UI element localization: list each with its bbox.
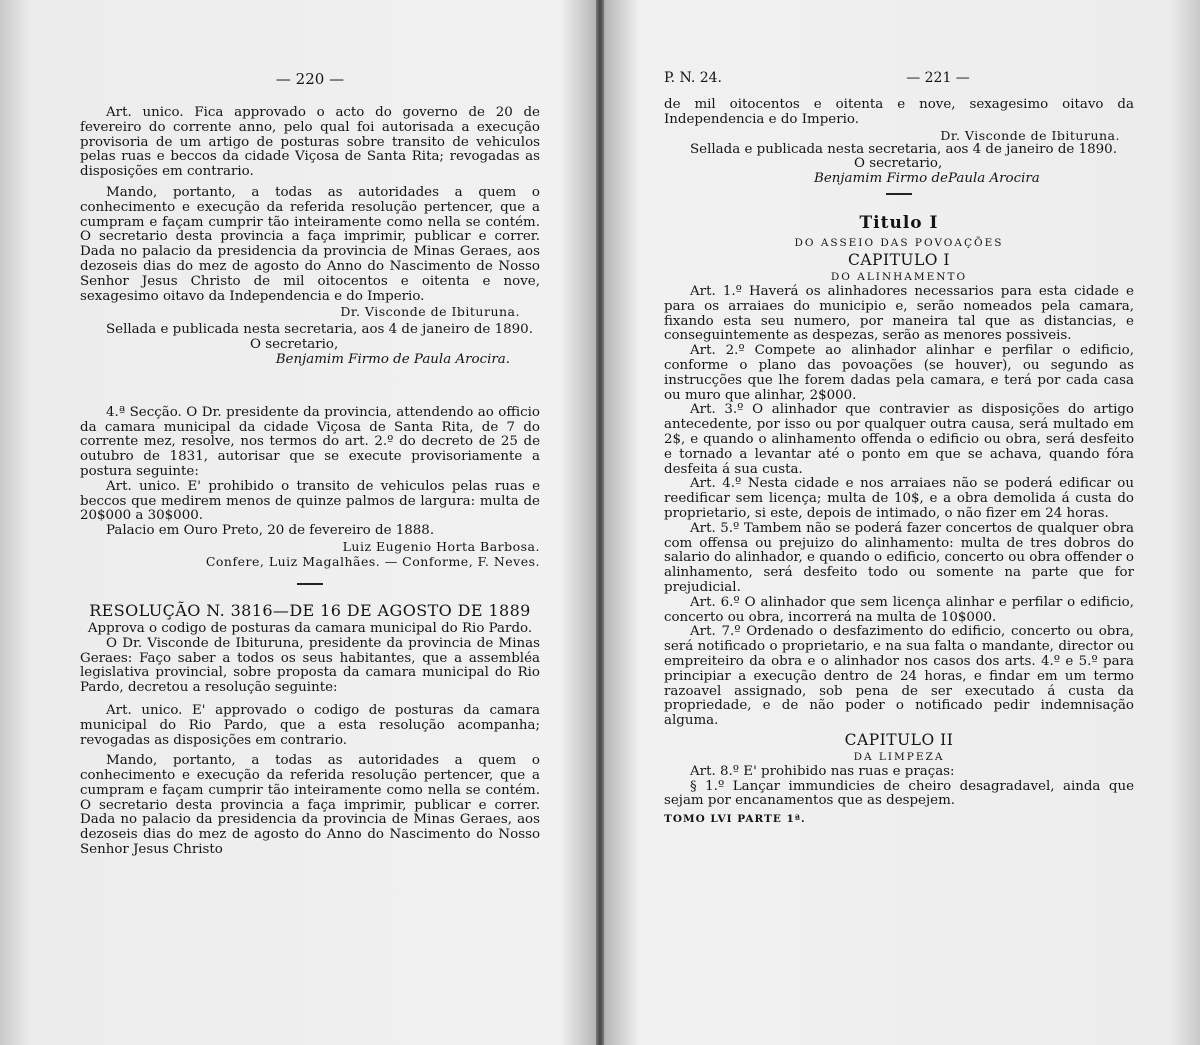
continuation-paragraph: de mil oitocentos e oitenta e nove, sexagesimo oitavo da Independencia e do Imperio. xyxy=(664,97,1134,127)
dr-visconde-paragraph: O Dr. Visconde de Ibituruna, presidente da provincia de Minas Geraes: Faço saber a todos os seus habitantes, que a assembléa legislativa provincial, sobre proposta da camara municipal do Rio Pardo, decretou a resolução seguinte: xyxy=(80,635,540,696)
volume-footer: TOMO LVI PARTE 1ª. xyxy=(664,813,806,826)
capitulo-heading: CAPITULO II xyxy=(844,730,954,749)
article-paragraph: Art. 4.º Nesta cidade e nos arraiaes não se poderá edificar ou reedificar sem licença; multa de 10$, e a obra demolida á custa do proprietario, si este, depois de intimado, o não fizer em 24 horas. xyxy=(664,476,1134,521)
secretario-name: Benjamim Firmo dePaula Arocira xyxy=(814,171,1040,187)
article-paragraph: Art. 7.º Ordenado o desfazimento do edificio, concerto ou obra, será notificado o proprietario, e na sua falta o mandante, director ou empreiteiro da obra e o alinhador nos casos dos arts. 4.º e 5.º para principiar a execução dentro de 24 horas, e findar em um termo razoavel assignado, sob pena de ser executado á custa da propriedade, e de não poder o notificado pedir indemnisação alguma. xyxy=(664,624,1134,729)
art-unico-paragraph: Art. unico. Fica approvado o acto do governo de 20 de fevereiro do corrente anno, pelo qual foi autorisada a execução provisoria de um artigo de posturas sobre transito de vehiculos pelas ruas e beccos da cidade Viçosa de Santa Rita; revogadas as disposições em contrario. xyxy=(80,105,540,180)
resolucao-title: RESOLUÇÃO N. 3816—DE 16 DE AGOSTO DE 1889 xyxy=(89,600,531,620)
resolucao-subtitle: Approva o codigo de posturas da camara municipal do Rio Pardo. xyxy=(87,620,533,636)
page-number-left: — 220 — xyxy=(275,70,345,88)
capitulo-heading: CAPITULO I xyxy=(847,250,951,269)
page-number-right: — 221 — xyxy=(906,70,970,86)
left-page xyxy=(0,0,598,1045)
palacio-line: Palacio em Ouro Preto, 20 de fevereiro de 1888. xyxy=(106,523,435,539)
secretario-name: Benjamim Firmo de Paula Arocira. xyxy=(275,351,510,367)
article-paragraph: Art. 1.º Haverá os alinhadores necessarios para esta cidade e para os arraiaes do municipio e, serão nomeados pela camara, fixando esta seu numero, por maneira tal que as distancias, e conseguintemente as despezas, serão as menores possiveis. xyxy=(664,283,1134,344)
right-page xyxy=(602,0,1200,1045)
titulo-subheading: DO ASSEIO DAS POVOAÇÕES xyxy=(794,236,1004,249)
running-header xyxy=(664,70,1134,86)
art-unico-paragraph: Art. unico. E' prohibido o transito de vehiculos pelas ruas e beccos que medirem menos de quinze palmos de largura: multa de 20$000 a 30$000. xyxy=(80,478,540,524)
signature-visconde: Dr. Visconde de Ibituruna. xyxy=(340,304,520,320)
mando-paragraph: Mando, portanto, a todas as autoridades a quem o conhecimento e execução da referida resolução pertencer, que a cumpram e façam cumprir tão inteiramente como nella se contém. O secretario desta provincia a faça imprimir, publicar e correr. Dada no palacio da presidencia da provincia de Minas Geraes, aos dezoseis dias do mez de agosto do Anno do Nascimento do Nosso Senhor Jesus Christo xyxy=(80,753,540,858)
secao-paragraph: 4.ª Secção. O Dr. presidente da provincia, attendendo ao officio da camara municipal da cidade Viçosa de Santa Rita, de 7 do corrente mez, resolve, nos termos do art. 2.º do decreto de 25 de outubro de 1831, autorisar que se execute provisoriamente a postura seguinte: xyxy=(80,404,540,479)
signature-visconde: Dr. Visconde de Ibituruna. xyxy=(940,127,1120,143)
titulo-heading: Titulo I xyxy=(859,212,939,233)
separator-rule xyxy=(886,193,912,195)
mando-paragraph: Mando, portanto, a todas as autoridades a quem o conhecimento e execução da referida resolução pertencer, que a cumpram e façam cumprir tão inteiramente como nella se contém. O secretario desta provincia a faça imprimir, publicar e correr. Dada no palacio da presidencia da provincia de Minas Geraes, aos dezoseis dias do mez de agosto do Anno do Nascimento de Nosso Senhor Jesus Christo de mil oitocentos e oitenta e nove, sexagesimo oitavo da Independencia e do Imperio. xyxy=(80,184,540,304)
article-paragraph: Art. 6.º O alinhador que sem licença alinhar e perfilar o edificio, concerto ou obra, incorrerá na multa de 10$000. xyxy=(664,594,1134,625)
article-paragraph: Art. 3.º O alinhador que contravier as disposições do artigo antecedente, por isso ou por qualquer outra causa, será multado em 2$, e quando o alinhamento offenda o edificio ou obra, será desfeito e tornado a levantar até o ponto em que se achava, quando fóra desfeita á sua custa. xyxy=(664,402,1134,477)
article-paragraph: Art. 5.º Tambem não se poderá fazer concertos de qualquer obra com offensa ou prejuizo do alinhamento: multa de tres dobros do salario do alinhador, e quando o edificio, concerto ou obra offender o alinhamento, será desfeito todo ou somente na parte que for prejudicial. xyxy=(664,520,1134,595)
sellada-paragraph: Sellada e publicada nesta secretaria, aos 4 de janeiro de 1890. xyxy=(106,322,533,338)
running-header-left: P. N. 24. xyxy=(664,70,723,86)
confere-line: Confere, Luiz Magalhães. — Conforme, F. Neves. xyxy=(205,553,540,569)
paragraph-section: § 1.º Lançar immundicies de cheiro desagradavel, ainda que sejam por encanamentos que as despejem. xyxy=(664,778,1134,809)
sellada-paragraph: Sellada e publicada nesta secretaria, aos 4 de janeiro de 1890. xyxy=(690,141,1117,157)
signature-luiz: Luiz Eugenio Horta Barbosa. xyxy=(342,538,540,554)
article-paragraph: Art. 8.º E' prohibido nas ruas e praças: xyxy=(690,763,955,779)
article-paragraph: Art. 2.º Compete ao alinhador alinhar e perfilar o edificio, conforme o plano das povoações (se houver), ou segundo as instrucções que lhe forem dadas pela camara, e terá por cada casa ou muro que alinhar, 2$000. xyxy=(664,343,1134,403)
art-unico-paragraph: Art. unico. E' approvado o codigo de posturas da camara municipal do Rio Pardo, que a esta resolução acompanha; revogadas as disposições em contrario. xyxy=(80,702,540,748)
secretario-label: O secretario, xyxy=(854,156,943,172)
separator-rule xyxy=(297,583,323,585)
capitulo-subheading: DO ALINHAMENTO xyxy=(830,270,968,283)
capitulo-subheading: DA LIMPEZA xyxy=(853,750,945,763)
secretario-label: O secretario, xyxy=(250,337,339,353)
